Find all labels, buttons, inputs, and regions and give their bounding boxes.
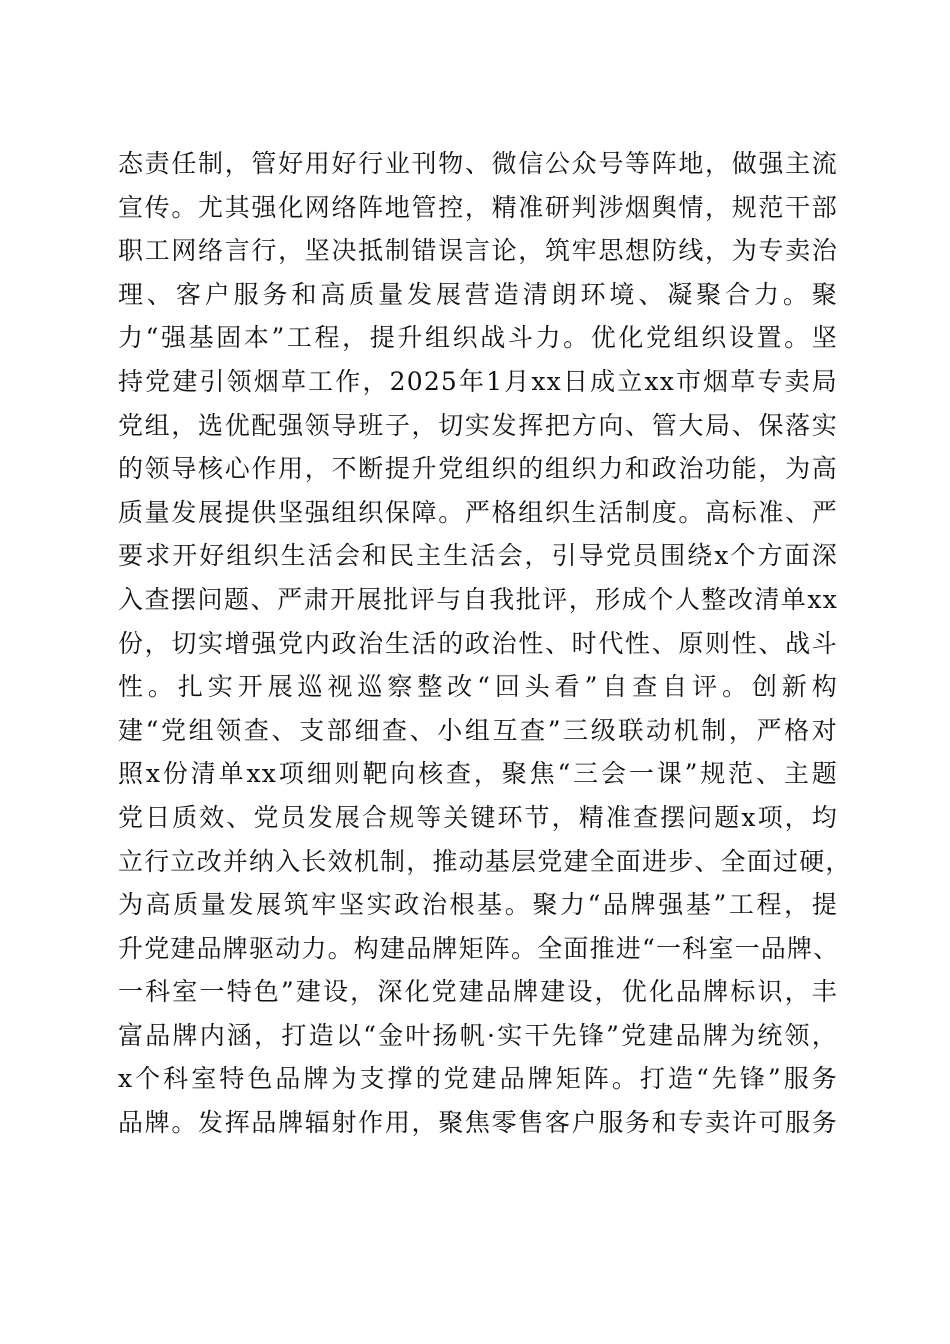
- text-line: 的领导核心作用，不断提升党组织的组织力和政治功能，为高: [118, 454, 838, 484]
- body-text: [118, 142, 852, 1145]
- text-line: 品牌。发挥品牌辐射作用，聚焦零售客户服务和专卖许可服务: [118, 1108, 838, 1138]
- text-line: 态责任制，管好用好行业刊物、微信公众号等阵地，做强主流: [118, 149, 838, 178]
- text-line: 持党建引领烟草工作，2025年1月xx日成立xx市烟草专卖局: [118, 366, 838, 396]
- text-line: 照x份清单xx项细则靶向核查，聚焦“三会一课”规范、主题: [118, 759, 838, 789]
- text-line: 职工网络言行，坚决抵制错误言论，筑牢思想防线，为专卖治: [118, 236, 838, 266]
- text-line: 升党建品牌驱动力。构建品牌矩阵。全面推进“一科室一品牌、: [118, 933, 840, 963]
- text-line: 入查摆问题、严肃开展批评与自我批评，形成个人整改清单xx: [118, 584, 838, 614]
- text-line: 宣传。尤其强化网络阵地管控，精准研判涉烟舆情，规范干部: [118, 192, 838, 222]
- text-line: x个科室特色品牌为支撑的党建品牌矩阵。打造“先锋”服务: [118, 1064, 838, 1094]
- text-line: 富品牌内涵，打造以“金叶扬帆·实干先锋”党建品牌为统领，: [118, 1020, 838, 1050]
- text-line: 立行立改并纳入长效机制，推动基层党建全面进步、全面过硬，: [118, 846, 852, 876]
- text-line: 为高质量发展筑牢坚实政治根基。聚力“品牌强基”工程，提: [118, 890, 838, 920]
- text-line: 性。扎实开展巡视巡察整改“回头看”自查自评。创新构: [118, 672, 838, 702]
- text-line: 一科室一特色”建设，深化党建品牌建设，优化品牌标识，丰: [118, 977, 838, 1007]
- text-line: 力“强基固本”工程，提升组织战斗力。优化党组织设置。坚: [118, 323, 838, 353]
- text-line: 质量发展提供坚强组织保障。严格组织生活制度。高标准、严: [118, 497, 838, 527]
- text-line: 要求开好组织生活会和民主生活会，引导党员围绕x个方面深: [118, 541, 838, 571]
- text-line: 建“党组领查、支部细查、小组互查”三级联动机制，严格对: [118, 715, 838, 745]
- text-line: 份，切实增强党内政治生活的政治性、时代性、原则性、战斗: [118, 628, 838, 658]
- text-line: 党日质效、党员发展合规等关键环节，精准查摆问题x项，均: [118, 802, 838, 832]
- text-line: 理、客户服务和高质量发展营造清朗环境、凝聚合力。聚: [118, 279, 838, 309]
- text-line: 党组，选优配强领导班子，切实发挥把方向、管大局、保落实: [118, 410, 838, 440]
